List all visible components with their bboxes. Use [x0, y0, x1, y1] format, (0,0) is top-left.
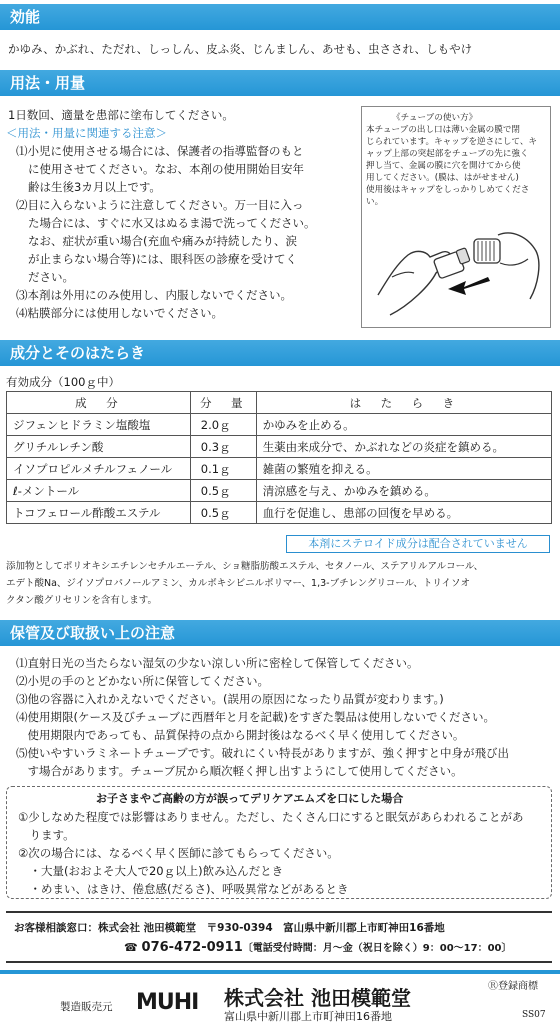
ingredient-action: 雑菌の繁殖を抑える。	[256, 458, 551, 480]
storage-line: 使用期限内であっても、品質保持の点から開封後はなるべく早く使用してください。	[16, 728, 465, 742]
accident-line: ②次の場合には、なるべく早く医師に診てもらってください。	[18, 846, 339, 860]
contact-line: お客様相談窓口：株式会社 池田模範堂 〒930-0394 富山県中新川郡上市町神田16番地	[14, 922, 445, 934]
accident-line: ①少しなめた程度では影響はありません。ただし、たくさん口にすると眠気があらわれることがあ	[18, 810, 524, 824]
usage-line: ⑷粘膜部分には使用しないでください。	[16, 306, 223, 320]
usage-title: 用法・用量	[10, 74, 86, 92]
additives-line: クタン酸グリセリンを含有します。	[6, 595, 157, 606]
storage-line: ⑵小児の手のとどかない所に保管してください。	[16, 674, 269, 688]
muhi-logo: MUHI	[136, 990, 199, 1015]
table-row	[7, 458, 552, 480]
ingredient-name: ℓ-メントール	[7, 480, 191, 502]
tube-illustration	[370, 215, 542, 321]
product-code: SS07	[522, 1010, 546, 1020]
usage-caution-heading: ＜用法・用量に関連する注意＞	[6, 126, 167, 140]
tube-usage-line: 使用後はキャップをしっかりしめてくださ	[366, 185, 530, 195]
usage-line: 齢は生後3カ月以上です。	[28, 180, 161, 194]
ingredients-table	[6, 391, 552, 524]
ingredient-amount: 2.0ｇ	[190, 414, 256, 436]
bottom-rule	[0, 970, 560, 974]
usage-header	[0, 70, 560, 96]
company-name: 株式会社 池田模範堂	[224, 986, 411, 1010]
contact-phone[interactable]: 076-472-0911	[141, 940, 243, 955]
ingredients-header	[0, 340, 560, 366]
ingredient-action: 清涼感を与え、かゆみを鎮める。	[256, 480, 551, 502]
tube-usage-line: 用してください。(膜は、はがせません)	[366, 173, 519, 183]
steroid-free-note: 本剤にステロイド成分は配合されていません	[286, 535, 550, 553]
customer-contact	[6, 911, 552, 963]
table-row	[7, 480, 552, 502]
ingredients-title: 成分とそのはたらき	[10, 344, 146, 362]
usage-line: が止まらない場合等)には、眼科医の診療を受けてく	[28, 252, 297, 266]
effects-header	[0, 4, 560, 30]
accident-line: ・めまい、はきけ、倦怠感(だるさ)、呼吸異常などがあるとき	[18, 882, 349, 896]
ingredient-name: ジフェンヒドラミン塩酸塩	[7, 414, 191, 436]
ingredient-action: 生薬由来成分で、かぶれなどの炎症を鎮める。	[256, 436, 551, 458]
contact-hours: 〔電話受付時間：月～金（祝日を除く）9：00～17：00〕	[242, 943, 512, 954]
phone-icon: ☎	[124, 941, 142, 954]
tube-usage-line: い。	[366, 197, 384, 207]
usage-line: ⑶本剤は外用にのみ使用し、内服しないでください。	[16, 288, 292, 302]
tube-usage-line: 本チューブの出し口は薄い金属の膜で閉	[366, 125, 521, 135]
ingredients-basis: 有効成分（100ｇ中）	[6, 375, 120, 389]
accident-line: ・大量(おおよそ大人で20ｇ以上)飲み込んだとき	[18, 864, 284, 878]
usage-line: なお、症状が重い場合(充血や痛みが持続したり、涙	[28, 234, 297, 248]
ingredient-amount: 0.5ｇ	[190, 480, 256, 502]
storage-line: ⑷使用期限(ケース及びチューブに西暦年と月を記載)をすぎた製品は使用しないでください。	[16, 710, 495, 724]
tube-usage-title: 《チューブの使い方》	[392, 113, 478, 123]
accident-line: ります。	[18, 828, 75, 842]
table-row	[7, 436, 552, 458]
storage-line: す場合があります。チューブ尻から順次軽く押し出すようにして使用してください。	[16, 764, 463, 778]
company-address: 富山県中新川郡上市町神田16番地	[224, 1010, 392, 1023]
ingredient-amount: 0.5ｇ	[190, 502, 256, 524]
usage-line: に使用させてください。なお、本剤の使用開始目安年	[28, 162, 304, 176]
tube-usage-line: じられています。キャップを逆さにして、キ	[366, 137, 538, 147]
effects-title: 効能	[10, 8, 41, 26]
ingredient-name: トコフェロール酢酸エステル	[7, 502, 191, 524]
storage-line: ⑸使いやすいラミネートチューブです。破れにくい特長がありますが、強く押すと中身が飛び出	[16, 746, 509, 760]
tube-usage-line: 押し当て、金属の膜に穴を開けてから使	[366, 161, 521, 171]
usage-line: ⑵目に入らないように注意してください。万一目に入っ	[16, 198, 304, 212]
ingredient-name: グリチルレチン酸	[7, 436, 191, 458]
table-header-row	[7, 392, 552, 414]
usage-intro: 1日数回、適量を患部に塗布してください。	[8, 108, 234, 122]
maker-label: 製造販売元	[60, 1001, 113, 1013]
usage-line: た場合には、すぐに水又はぬるま湯で洗ってください。	[28, 216, 316, 230]
effects-text: かゆみ、かぶれ、ただれ、しっしん、皮ふ炎、じんましん、あせも、虫さされ、しもやけ	[8, 42, 473, 56]
contact-phone-row	[124, 941, 512, 956]
ingredient-name: イソプロピルメチルフェノール	[7, 458, 191, 480]
additives-line: エデト酸Na、ジイソプロパノールアミン、カルボキシビニルポリマー、1,3-ブチレングリコール、トリイソオ	[6, 578, 471, 589]
storage-title: 保管及び取扱い上の注意	[10, 624, 176, 642]
additives-line: 添加物としてポリオキシエチレンセチルエーテル、ショ糖脂肪酸エステル、セタノール、ステアリルアルコール、	[6, 561, 484, 572]
storage-line: ⑴直射日光の当たらない湿気の少ない涼しい所に密栓して保管してください。	[16, 656, 419, 670]
table-row	[7, 502, 552, 524]
usage-line: ⑴小児に使用させる場合には、保護者の指導監督のもと	[16, 144, 304, 158]
tube-usage-box	[361, 106, 551, 328]
ingredient-amount: 0.1ｇ	[190, 458, 256, 480]
table-row	[7, 414, 552, 436]
ingredient-amount: 0.3ｇ	[190, 436, 256, 458]
accidental-ingestion-title: お子さまやご高齢の方が誤ってデリケアエムズを口にした場合	[96, 792, 404, 805]
ingredient-action: 血行を促進し、患部の回復を早める。	[256, 502, 551, 524]
col-header-action: は た ら き	[256, 392, 551, 414]
storage-line: ⑶他の容器に入れかえないでください。(誤用の原因になったり品質が変わります。)	[16, 692, 444, 706]
col-header-amount: 分 量	[190, 392, 256, 414]
ingredient-action: かゆみを止める。	[256, 414, 551, 436]
col-header-name: 成 分	[7, 392, 191, 414]
storage-header	[0, 620, 560, 646]
usage-line: ださい。	[28, 270, 74, 284]
registered-trademark: Ⓡ登録商標	[488, 981, 538, 992]
tube-usage-line: ャップ上部の突起部をチューブの先に強く	[366, 149, 529, 159]
